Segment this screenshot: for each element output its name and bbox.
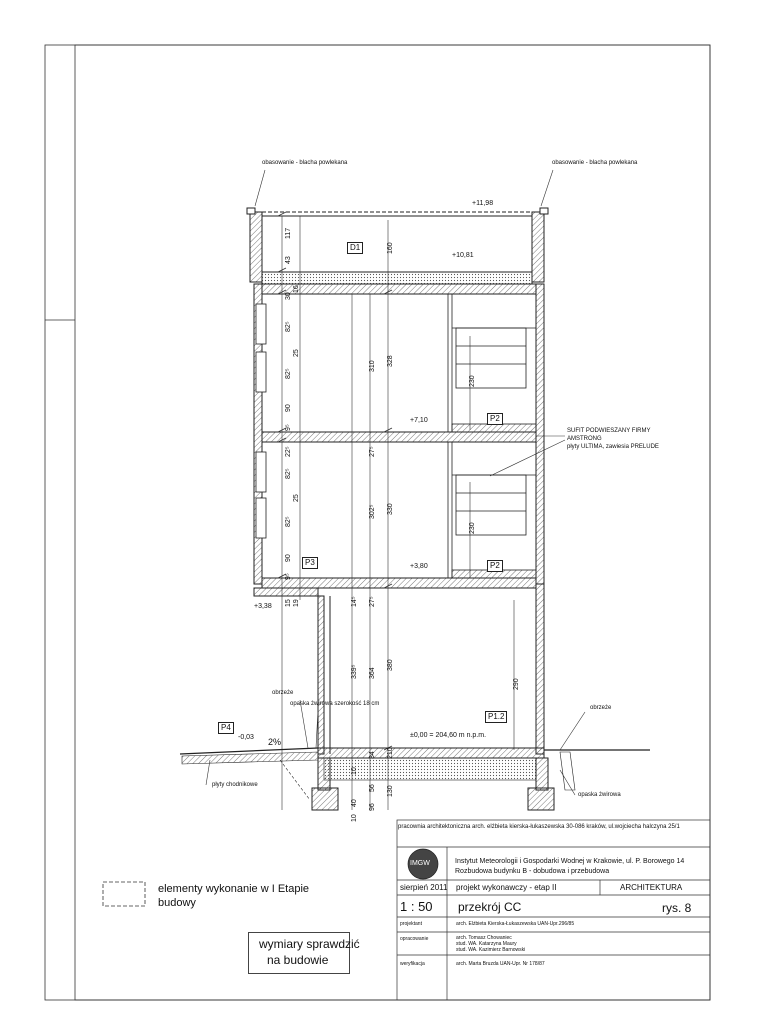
dim-210: 210 [387, 747, 394, 759]
dim-82c: 82⁵ [285, 468, 292, 479]
tag-p2b: P2 [487, 560, 503, 572]
gravel-right-label: opaska żwirowa [578, 792, 621, 798]
designer-label: projektant [400, 921, 422, 927]
designer: arch. Elżbieta Kierska-Łukaszewska UAN-Upr.296/85 [456, 921, 575, 927]
dim-19: 19 [293, 599, 300, 607]
cladding-left-label: obasowanie - blacha powlekana [262, 160, 348, 166]
dim-34: 34 [369, 751, 376, 759]
level-f2: +7,10 [410, 417, 428, 424]
verify-label: weryfikacja [400, 961, 425, 967]
ground-floor [180, 596, 650, 810]
dim-90a: 90 [285, 404, 292, 412]
tag-p4: P4 [218, 722, 234, 734]
curb-right-label: obrzeże [590, 705, 612, 711]
slabs [254, 284, 536, 596]
dim-25a: 25 [293, 349, 300, 357]
slope-label: 2% [268, 737, 282, 747]
prepared-3: stud. WA. Kazimierz Barnowski [456, 947, 526, 953]
sheet-frame [45, 45, 710, 1000]
site-note [248, 932, 360, 974]
ceiling-note-1: SUFIT PODWIESZANY FIRMY [567, 428, 651, 434]
office-line: pracownia architektoniczna arch. elżbieta kierska-łukaszewska 30-086 kraków, ul.wojciecha halczyna 25/1 [398, 824, 680, 830]
legend-line-1: elementy wykonanie w I Etapie [158, 883, 310, 895]
dim-364: 364 [369, 667, 376, 679]
dim-339: 339⁵ [351, 664, 358, 679]
discipline: ARCHITEKTURA [620, 883, 683, 892]
verify: arch. Marta Bruzda UAN-Upr. Nr 178/87 [456, 961, 545, 967]
site-note-line-1: wymiary sprawdzić [259, 937, 360, 951]
dim-9a: 9⁵ [285, 424, 292, 431]
level-top: +11,98 [472, 200, 494, 207]
level-ground: -0,03 [238, 734, 254, 741]
cladding-right-label: obasowanie - blacha powlekana [552, 160, 638, 166]
phase: projekt wykonawczy - etap II [456, 883, 557, 892]
dim-22: 22⁵ [285, 446, 292, 457]
roof-structure [247, 208, 548, 284]
sheet-title: przekrój CC [458, 900, 522, 914]
scale: 1 : 50 [400, 899, 433, 914]
tag-p3: P3 [302, 557, 318, 569]
legend-line-2: budowy [158, 897, 196, 909]
tag-p12: P1.2 [485, 711, 507, 723]
dim-82a: 82⁵ [285, 321, 292, 332]
level-roof: +10,81 [452, 252, 474, 259]
tag-p2a: P2 [487, 413, 503, 425]
dim-14: 14⁵ [351, 596, 358, 607]
dim-117: 117 [285, 227, 292, 239]
ceiling-note-3: płyty ULTIMA, zawiesia PRELUDE [567, 444, 659, 450]
dim-82d: 82⁵ [285, 516, 292, 527]
dim-160: 160 [387, 242, 394, 254]
level-zero: ±0,00 = 204,60 m n.p.m. [410, 732, 487, 739]
tag-d1: D1 [347, 242, 363, 254]
dim-130: 130 [387, 785, 394, 797]
dim-290: 290 [513, 678, 520, 690]
prepared-label: opracowanie [400, 936, 429, 942]
dim-230a: 230 [469, 375, 476, 387]
dim-230b: 230 [469, 522, 476, 534]
level-ext: +3,38 [254, 603, 272, 610]
client-line-2: Rozbudowa budynku B - dobudowa i przebudowa [455, 868, 610, 875]
legend-swatch [103, 882, 145, 906]
dim-330: 330 [387, 503, 394, 515]
dim-27b: 27⁵ [369, 596, 376, 607]
dim-40: 40 [351, 799, 358, 807]
dim-25b: 25 [293, 494, 300, 502]
dim-56: 56 [369, 784, 376, 792]
dim-96: 96 [369, 803, 376, 811]
dim-43: 43 [285, 256, 292, 264]
dim-90b: 90 [285, 554, 292, 562]
dim-82b: 82⁵ [285, 368, 292, 379]
dim-30: 30 [285, 292, 292, 300]
dim-302: 302⁵ [369, 504, 376, 519]
dim-10b: 10 [351, 767, 358, 775]
dim-9b: 9⁵ [285, 573, 292, 580]
dim-27a: 27⁵ [369, 446, 376, 457]
logo-text: IMGW [410, 860, 430, 867]
paving-label: płyty chodnikowe [212, 782, 258, 788]
date: sierpień 2011 [400, 883, 448, 892]
curb-left-label: obrzeże [272, 690, 294, 696]
level-f1: +3,80 [410, 563, 428, 570]
gravel-note-label: opaska żwirowa szerokość 18 cm [290, 701, 380, 707]
dim-16: 16 [293, 285, 300, 293]
dim-310: 310 [369, 360, 376, 372]
dim-10: 10 [351, 814, 358, 822]
client-line-1: Instytut Meteorologii i Gospodarki Wodnej w Krakowie, ul. P. Borowego 14 [455, 858, 685, 865]
dim-380: 380 [387, 659, 394, 671]
site-note-line-2: na budowie [267, 953, 329, 967]
prepared-2: stud. WA. Katarzyna Maury [456, 941, 517, 947]
dim-328: 328 [387, 355, 394, 367]
prepared-1: arch. Tomasz Chowaniec [456, 935, 512, 941]
sheet-number: rys. 8 [662, 901, 692, 915]
ceiling-note-2: AMSTRONG [567, 436, 602, 442]
dim-15: 15 [285, 599, 292, 607]
